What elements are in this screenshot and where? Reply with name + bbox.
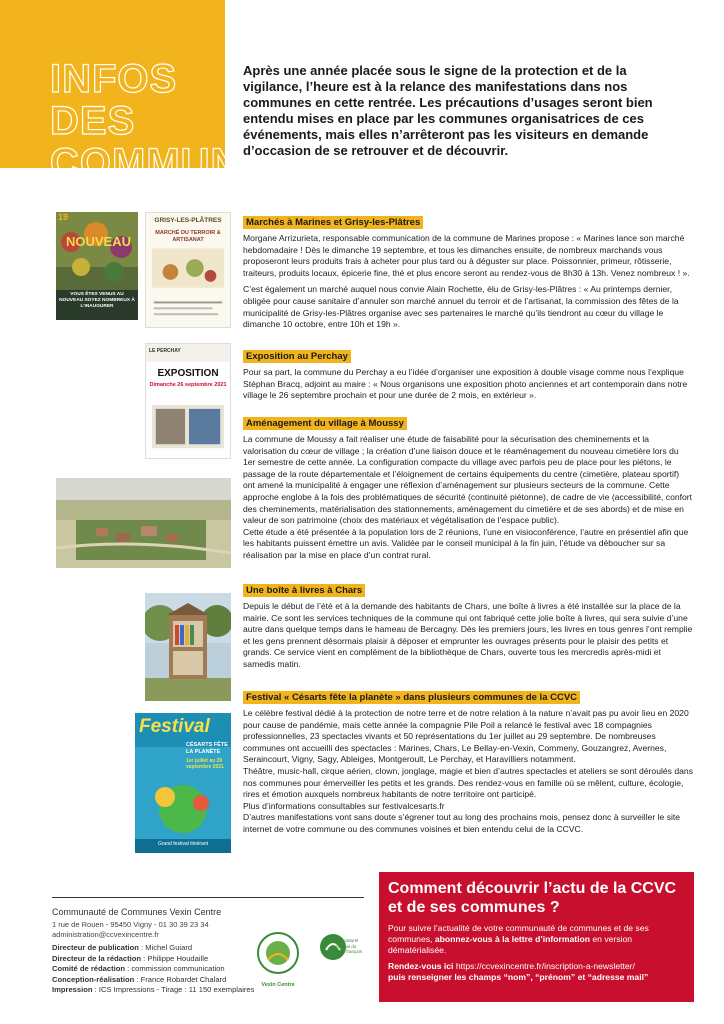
footer-organization: Communauté de Communes Vexin Centre xyxy=(52,907,222,917)
credit-line: Directeur de la rédaction : Philippe Houdaille xyxy=(52,953,209,963)
festival-poster-headline: Festival xyxy=(139,716,210,737)
parc-vexin-logo-text: Parc naturel régional du Vexin français xyxy=(334,938,363,954)
section-paragraph: Cette étude a été présentée à la population lors de 2 réunions, l’une en visioconférence, l’autre en présentiel afin que les habitants puissent émettre un avis. Validée par le conseil municipal à la fin juin, l’étude va déboucher sur sa réalisation par la mise en place d’un contrat rural. xyxy=(243,526,689,560)
section-paragraph: Depuis le début de l’été et à la demande des habitants de Chars, une boîte à livres a été installée sur la place de la mairie. Ce sont les services techniques de la commune qui ont fabriqué cette jolie boîte à livres, qui sera suivie d’une autre dans quelque temps dans le hameau de Bercagny. Dès les premiers jours, les livres en tous genres l’ont remplie et les gens prennent désormais plaisir à déposer et emprunter les ouvrages présents pour le plaisir des petits et grands. Ce service vient en complément de la bibliothèque de Chars, ouverte tous les mercredis après-midi et samedis matin. xyxy=(243,601,693,669)
perchay-poster-top: LE PERCHAY xyxy=(149,348,181,354)
marines-poster-badge: 19 xyxy=(58,212,69,222)
section-paragraph: C’est également un marché auquel nous convie Alain Rochette, élu de Grisy-les-Plâtres : « Au printemps dernier, obligée pour cause sanitaire d’annuler son marché annuel du terroir et de l’artisanat, la commission des fêtes de la municipalité de Grisy-les-Plâtres organise avec ses partenaires le marché qu’ils tiendront au cœur du village le dimanche 10 octobre, entre 10h et 19h ». xyxy=(243,284,679,330)
section-paragraph: Théâtre, music-hall, cirque aérien, clown, jonglage, magie et bien d’autres spectacles et ateliers se sont déroulés dans nos communes pour émerveiller les petits et les grands. Des rendez-vous en famille où se mêlent, culture, écologie, rires et émotion auxquels nombreux habitants de notre territoire ont participé. xyxy=(243,765,693,800)
credits-block xyxy=(52,943,272,996)
section-festival xyxy=(243,687,693,841)
footer-address-block xyxy=(52,920,209,940)
section-markets xyxy=(243,212,693,336)
section-title: Une boîte à livres à Chars xyxy=(243,584,365,597)
page-title: INFOS DES COMMUNES xyxy=(50,57,296,185)
perchay-poster-date: Dimanche 26 septembre 2021 xyxy=(149,382,227,388)
festival-poster-date: 1er juillet au 29 septembre 2021 xyxy=(186,758,224,770)
grisy-poster-sub: MARCHÉ DU TERROIR & ARTISANAT xyxy=(155,230,221,243)
section-chars xyxy=(243,580,693,676)
marines-poster-bottom-text: VOUS ÊTES VENUS AU NOUVEAU SOYEZ NOMBREUX À L’INAUGURER xyxy=(59,292,135,309)
book-box-photo xyxy=(145,593,231,701)
marines-poster-headline: NOUVEAU xyxy=(66,234,132,249)
section-title: Aménagement du village à Moussy xyxy=(243,417,407,430)
credit-line: Conception-réalisation : France Robardet Chalard xyxy=(52,974,227,984)
section-paragraph: Plus d’informations consultables sur festivalcesarts.fr xyxy=(243,800,445,811)
credit-line: Impression : ICS Impressions - Tirage : 11 150 exemplaires xyxy=(52,985,255,995)
ccvc-logo-text: Vexin Centre xyxy=(261,982,295,988)
section-moussy xyxy=(243,413,693,567)
section-paragraph: La commune de Moussy a fait réaliser une étude de faisabilité pour la sécurisation des cheminements et la valorisation du cœur de village ; la création d’une liaison douce et le réaménagement du nouveau cimetière lors du 1er semestre de cette année. La configuration compacte du village avec parfois peu de place pour les piétons, le passage de la route départementale et l’éloignement de certains équipements du centre (cimetière, plateau sportif) ont amené la municipalité à engager une réflexion d’aménagement sur plusieurs secteurs de la commune. Cette approche englobe à la fois des problématiques de sécurité (continuité piétonne), de cadre de vie (accessibilité, confort des cheminements, matérialisation des stationnements, aménagement du cimetière et de ses abords) et de mise en valeur de son patrimoine (choix des matériaux et végétalisation de l’espace public). xyxy=(243,434,693,526)
section-paragraph: D’autres manifestations vont sans doute s’égrener tout au long des prochains mois, pensez donc à surveiller le site internet de votre commune ou des communes voisines et bien entendu celui de la CCVC. xyxy=(243,812,681,834)
perchay-poster-headline: EXPOSITION xyxy=(157,368,219,379)
cta-body: Pour suivre l’actualité de votre communauté de communes et de ses communes, abonnez-vous à la lettre d’information en version dématérialisée. xyxy=(388,923,649,955)
section-paragraph: Morgane Arrizurieta, responsable communication de la commune de Marines propose : « Marines lance son marché hebdomadaire ! Dès le dimanche 19 septembre, et tous les dimanches ensuite, de nombreux marchands vous proposeront leurs produits frais à acheter pour plus tard ou à déguster sur place. Poissonnier, primeur, rôtisserie, traiteurs, produits locaux, épicerie fine, thé et plus encore seront au rendez-vous de 8h30 à 13h. Venez nombreux ! ». xyxy=(243,233,690,278)
credit-line: Directeur de publication : Michel Guiard xyxy=(52,943,193,952)
cta-newsletter-link[interactable]: Rendez-vous ici https://ccvexincentre.fr/inscription-a-newsletter/ puis renseigner les champs “nom”, “prénom” et “adresse mail” xyxy=(388,961,649,982)
intro-paragraph: Après une année placée sous le signe de la protection et de la vigilance, l’heure est à la relance des manifestations dans nos communes en cette rentrée. Les précautions d’usages seront bien entendu mises en place par les communes organisatrices de ces événements, mais elles n’arrêteront pas les visiteurs en demande d’occasion de se retrouver et de découvrir. xyxy=(243,63,653,158)
credit-line: Comité de rédaction : commission communication xyxy=(52,964,225,974)
festival-poster-sub: CÉSARTS FÊTE LA PLANÈTE xyxy=(186,742,228,755)
section-title: Exposition au Perchay xyxy=(243,350,351,363)
footer-address: 1 rue de Rouen - 95450 Vigny - 01 30 39 23 34 xyxy=(52,920,209,929)
section-perchay xyxy=(243,346,693,407)
newsletter-cta-box xyxy=(379,872,694,1002)
festival-poster-bottom: Grand festival itinérant xyxy=(157,841,209,847)
section-paragraph: Pour sa part, la commune du Perchay a eu l’idée d’organiser une exposition à double visage comme nous l’explique Stéphan Bracq, adjoint au maire : « Nous organisons une exposition photo anciennes et art contemporain dans notre village le 26 septembre prochain et pour une durée de 2 mois, en extérieur ». xyxy=(243,367,688,401)
cta-title: Comment découvrir l’actu de la CCVC et de ses communes ? xyxy=(388,880,677,916)
section-paragraph: Le célèbre festival dédié à la protection de notre terre et de notre relation à la nature n’avait pas pu avoir lieu en 2020 pour cause de pandémie, mais cette année la compagnie Pile Poil a relancé le festival avec 18 compagnies professionnelles, 23 spectacles vivants et 50 représentations du 1er juillet au 29 septembre. De nombreuses communes ont accueilli des spectacles : Marines, Chars, Le Bellay-en-Vexin, Commeny, Gouzangrez, Avernes, Seraincourt, Vigny, Sagy, Ableiges, Montgeroult, Le Perchay, et Haravilliers notamment. xyxy=(243,708,689,765)
footer-divider xyxy=(52,897,364,898)
perchay-exhibition-poster xyxy=(145,343,231,459)
moussy-aerial-photo xyxy=(56,478,231,568)
section-title: Marchés à Marines et Grisy-les-Plâtres xyxy=(243,216,423,229)
section-title: Festival « Césarts fête la planète » dans plusieurs communes de la CCVC xyxy=(243,691,580,704)
ccvc-logo xyxy=(255,930,301,980)
grisy-poster-headline: GRISY-LES-PLÂTRES xyxy=(154,217,222,224)
footer-email[interactable]: administration@ccvexincentre.fr xyxy=(52,930,159,939)
